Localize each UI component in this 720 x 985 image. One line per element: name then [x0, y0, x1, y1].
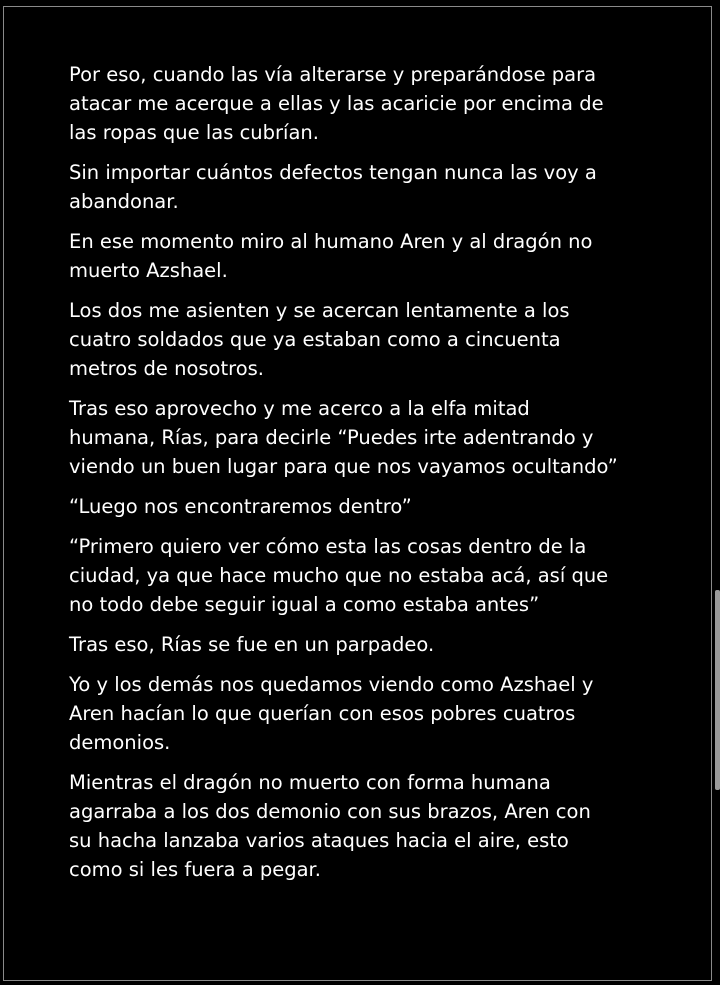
text-line: humana, Rías, para decirle “Puedes irte adentrando y: [69, 426, 594, 449]
text-line: cuatro soldados que ya estaban como a cincuenta: [69, 328, 561, 351]
text-line: ciudad, ya que hace mucho que no estaba acá, así que: [69, 564, 609, 587]
text-line: Tras eso aprovecho y me acerco a la elfa mitad: [69, 397, 530, 420]
text-line: no todo debe seguir igual a como estaba antes”: [69, 593, 540, 616]
text-line: su hacha lanzaba varios ataques hacia el aire, esto: [69, 829, 569, 852]
paragraph: [69, 60, 669, 147]
text-line: demonios.: [69, 731, 171, 754]
text-line: “Primero quiero ver cómo esta las cosas dentro de la: [69, 535, 587, 558]
paragraph: [69, 670, 669, 757]
text-line: agarraba a los dos demonio con sus brazos, Aren con: [69, 800, 591, 823]
text-line: Mientras el dragón no muerto con forma humana: [69, 771, 551, 794]
text-line: Aren hacían lo que querían con esos pobres cuatros: [69, 702, 576, 725]
paragraph: [69, 227, 669, 285]
text-line: Sin importar cuántos defectos tengan nunca las voy a: [69, 161, 597, 184]
text-line: muerto Azshael.: [69, 259, 228, 282]
text-line: metros de nosotros.: [69, 357, 264, 380]
text-line: viendo un buen lugar para que nos vayamos ocultando”: [69, 455, 618, 478]
text-line: “Luego nos encontraremos dentro”: [69, 495, 412, 518]
paragraph: [69, 296, 669, 383]
story-text: [69, 60, 669, 895]
text-line: Por eso, cuando las vía alterarse y preparándose para: [69, 63, 597, 86]
text-line: las ropas que las cubrían.: [69, 121, 319, 144]
text-line: como si les fuera a pegar.: [69, 858, 321, 881]
text-line: En ese momento miro al humano Aren y al dragón no: [69, 230, 593, 253]
paragraph: [69, 768, 669, 884]
paragraph: [69, 492, 669, 521]
paragraph: [69, 394, 669, 481]
text-line: abandonar.: [69, 190, 179, 213]
text-line: atacar me acerque a ellas y las acaricie por encima de: [69, 92, 604, 115]
text-line: Los dos me asienten y se acercan lentamente a los: [69, 299, 570, 322]
paragraph: [69, 532, 669, 619]
scrollbar-thumb[interactable]: [715, 590, 720, 790]
paragraph: [69, 630, 669, 659]
text-line: Yo y los demás nos quedamos viendo como Azshael y: [69, 673, 594, 696]
paragraph: [69, 158, 669, 216]
text-line: Tras eso, Rías se fue en un parpadeo.: [69, 633, 435, 656]
